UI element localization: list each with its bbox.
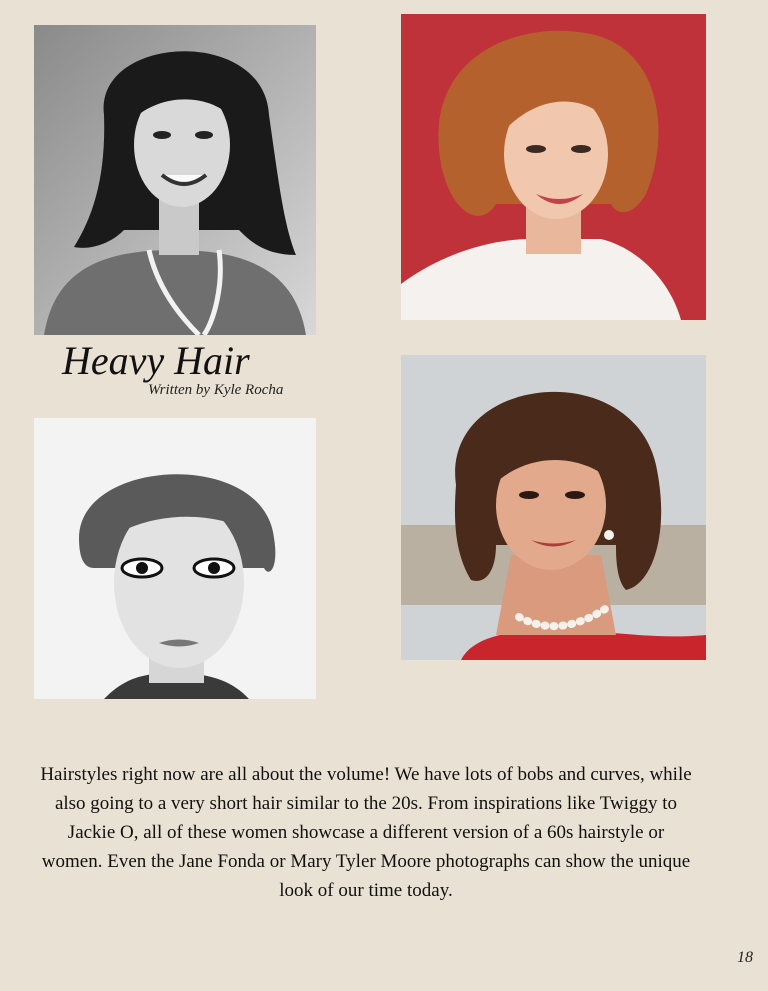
portrait-bw-flip-hair <box>34 25 316 335</box>
photo-twiggy <box>34 418 316 699</box>
portrait-pearls <box>401 355 706 660</box>
article-byline: Written by Kyle Rocha <box>148 382 284 398</box>
portrait-red-backdrop <box>401 14 706 320</box>
article-body: Hairstyles right now are all about the volume! We have lots of bobs and curves, while also going to a very short hair similar to the 20s. From inspirations like Twiggy to Jackie O, all of these women showcase a different version of a 60s hairstyle or women. Even the Jane Fonda or Mary Tyler Moore photographs can show the unique look of our time today. <box>40 764 692 901</box>
photo-jane-fonda <box>401 14 706 320</box>
page-number: 18 <box>737 949 753 966</box>
photo-jackie-o <box>401 355 706 660</box>
portrait-bw-pixie <box>34 418 316 699</box>
article-title: Heavy Hair <box>62 338 250 383</box>
photo-mary-tyler-moore <box>34 25 316 335</box>
